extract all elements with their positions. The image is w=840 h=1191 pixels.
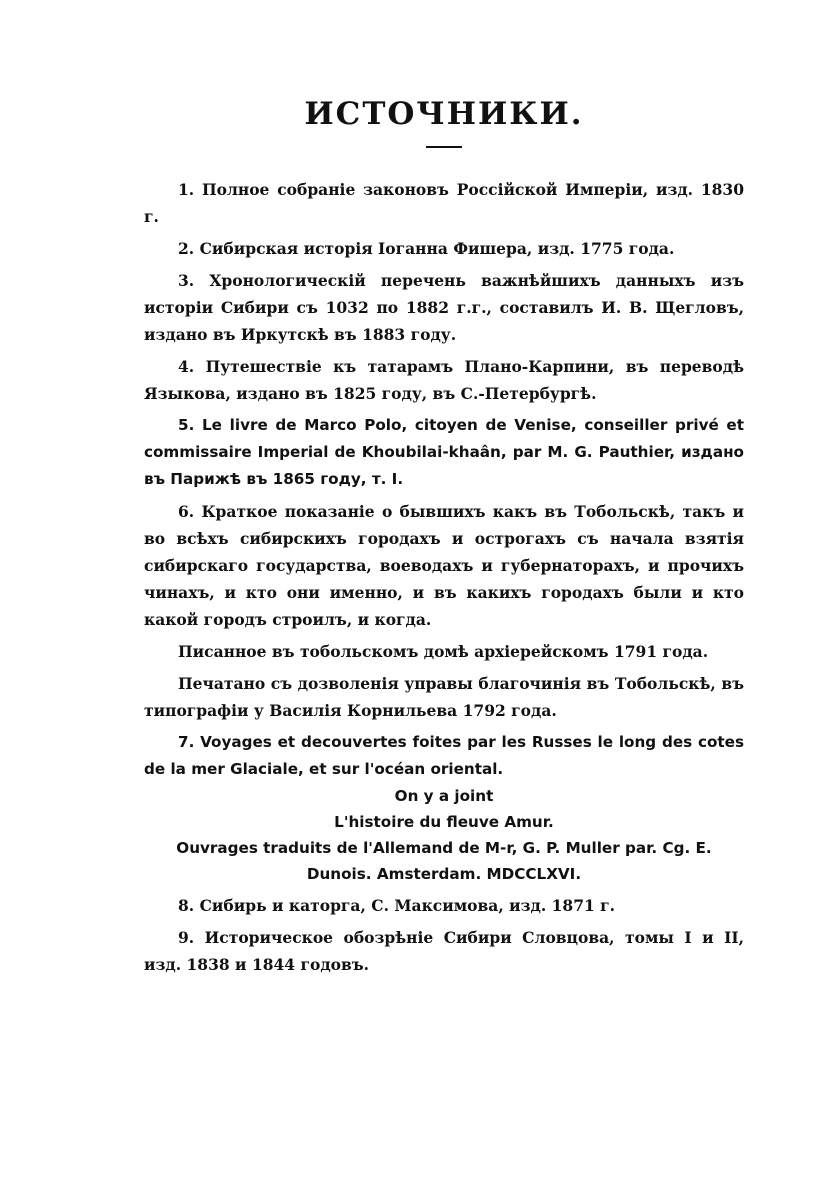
source-entry-7-imprint: Dunois. Amsterdam. MDCCLXVI. xyxy=(306,865,582,883)
source-entry-2: 2. Сибирская исторія Іоганна Фишера, изд. 1775 года. xyxy=(178,239,675,258)
page-title: ИСТОЧНИКИ. xyxy=(304,96,584,132)
source-entry-4: 4. Путешествіе къ татарамъ Плано-Карпини, въ переводѣ Языкова, издано въ 1825 году, въ С.-Петербургѣ. xyxy=(144,357,744,403)
source-entry-6-note-written: Писанное въ тобольскомъ домѣ архіерейскомъ 1791 года. xyxy=(178,642,709,661)
source-entry-8: 8. Сибирь и каторга, С. Максимова, изд. 1871 г. xyxy=(178,896,616,915)
source-entry-7: 7. Voyages et decouvertes foites par les Russes le long des cotes de la mer Glaciale, et sur l'océan oriental. xyxy=(144,733,744,778)
source-entry-7-history: L'histoire du fleuve Amur. xyxy=(334,813,554,831)
source-entry-7-joint: On y a joint xyxy=(394,787,494,805)
sources-list xyxy=(144,176,744,983)
source-entry-5: 5. Le livre de Marco Polo, citoyen de Venise, conseiller privé et commissaire Imperial de Khoubilai-khaân, par M. G. Pauthier, издано въ Парижѣ въ 1865 году, т. I. xyxy=(144,416,744,488)
source-entry-6-note-printed: Печатано съ дозволенія управы благочинія въ Тобольскѣ, въ типографіи у Василія Корнильева 1792 года. xyxy=(144,674,744,720)
title-divider xyxy=(426,146,462,148)
source-entry-9: 9. Историческое обозрѣніе Сибири Словцова, томы I и II, изд. 1838 и 1844 годовъ. xyxy=(144,928,744,974)
page xyxy=(144,92,744,983)
source-entry-1: 1. Полное собраніе законовъ Россійской Имперіи, изд. 1830 г. xyxy=(144,180,744,226)
source-entry-7-translation: Ouvrages traduits de l'Allemand de M-r, G. P. Muller par. Cg. E. xyxy=(176,839,712,857)
source-entry-6: 6. Краткое показаніе о бывшихъ какъ въ Тобольскѣ, такъ и во всѣхъ сибирскихъ городахъ и острогахъ съ начала взятія сибирскаго государства, воеводахъ и губернаторахъ, и прочихъ чинахъ, и кто они именно, и въ какихъ городахъ были и кто какой городъ строилъ, и когда. xyxy=(144,502,744,629)
source-entry-3: 3. Хронологическій перечень важнѣйшихъ данныхъ изъ исторіи Сибири съ 1032 по 1882 г.г., составилъ И. В. Щегловъ, издано въ Иркутскѣ въ 1883 году. xyxy=(144,271,744,344)
